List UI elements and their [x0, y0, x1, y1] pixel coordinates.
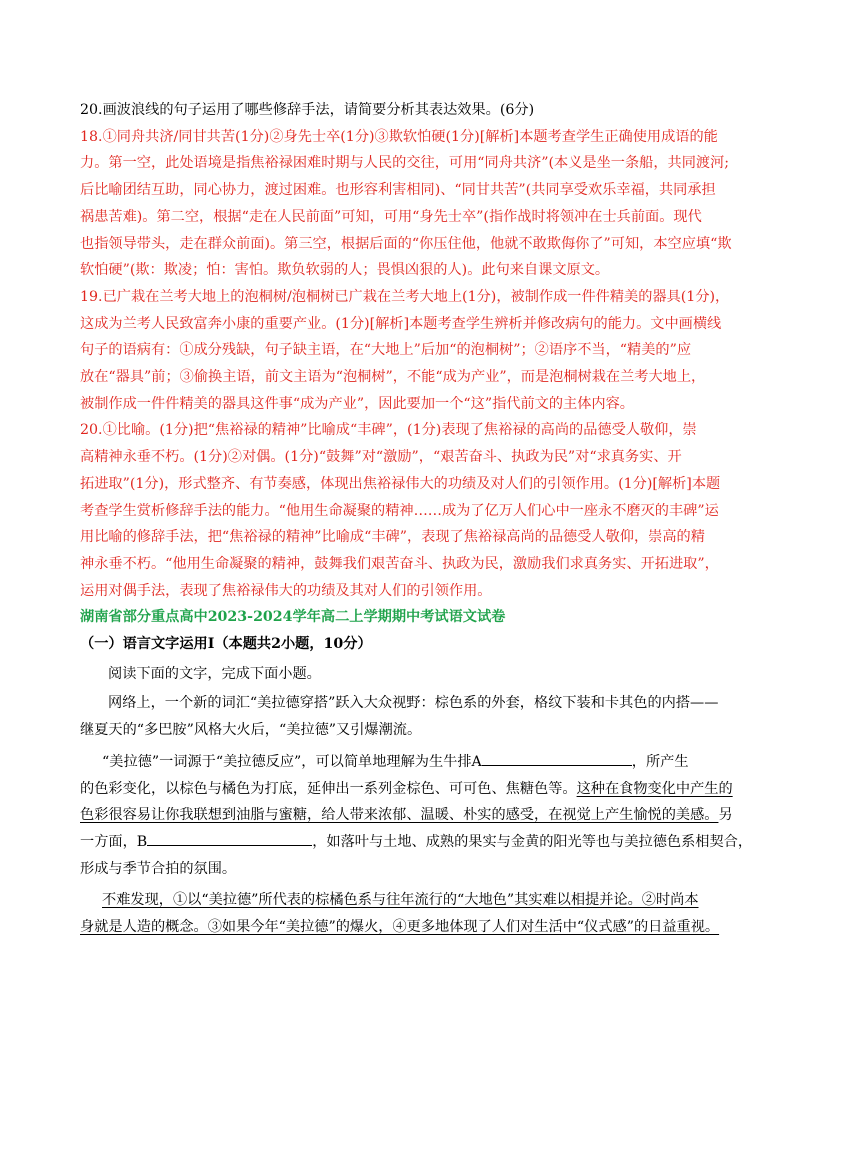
- underlined-sentence: 身就是人造的概念。③如果今年“美拉德”的爆火，④更多地体现了人们对生活中“仪式感”的日益重视。: [80, 919, 720, 936]
- answer-line: 20.①比喻。(1分)把“焦裕禄的精神”比喻成“丰碑”，(1分)表现了焦裕禄的高尚的品德受人敬仰，崇: [80, 422, 697, 439]
- answer-line: 19.已广栽在兰考大地上的泡桐树/泡桐树已广栽在兰考大地上(1分)，被制作成一件件精美的器具(1分)，: [80, 288, 730, 305]
- answer-line: 神永垂不朽。“他用生命凝聚的精神，鼓舞我们艰苦奋斗、执政为民，激励我们求真务实、开拓进取”，: [80, 555, 719, 572]
- answer-line: 用比喻的修辞手法，把“焦裕禄的精神”比喻成“丰碑”，表现了焦裕禄高尚的品德受人敬仰，崇高的精: [80, 529, 705, 546]
- answer-line: 高精神永垂不朽。(1分)②对偶。(1分)“鼓舞”对“激励”，“艰苦奋斗、执政为民”对“求真务实、开: [80, 449, 682, 466]
- passage-paragraph-3: [80, 887, 780, 940]
- underlined-sentence: 不难发现，①以“美拉德”所代表的棕橘色系与往年流行的“大地色”其实难以相提并论。②时尚本: [102, 892, 699, 909]
- answer-line: 运用对偶手法，表现了焦裕禄伟大的功绩及其对人们的引领作用。: [80, 582, 492, 599]
- passage-text: 一方面，B: [80, 833, 148, 850]
- answer-line: 考查学生赏析修辞手法的能力。“他用生命凝聚的精神……成为了亿万人们心中一座永不磨灭的丰碑”运: [80, 502, 719, 519]
- answer-line: 放在“器具”前；③偷换主语，前文主语为“泡桐树”，不能“成为产业”，而是泡桐树栽在兰考大地上，: [80, 369, 706, 386]
- passage-text: ，如落叶与土地、成熟的果实与金黄的阳光等也与美拉德色系相契合，: [312, 833, 753, 850]
- exam-title: 湖南省部分重点高中2023-2024学年高二上学期期中考试语文试卷: [80, 609, 506, 626]
- passage-text: ，所产生: [631, 753, 689, 770]
- passage-paragraph-1: [80, 690, 780, 743]
- document-page: [80, 97, 780, 941]
- answer-line: 拓进取”(1分)，形式整齐、有节奏感，体现出焦裕禄伟大的功绩及对人们的引领作用。(1分)[解析]本题: [80, 475, 721, 492]
- passage-line: 形成与季节合拍的氛围。: [80, 860, 237, 877]
- passage-line: [80, 749, 780, 776]
- answer-line: 力。第一空，此处语境是指焦裕禄困难时期与人民的交往，可用“同舟共济”(本义是坐一条船，共同渡河;: [80, 155, 730, 172]
- passage-line: [80, 802, 780, 829]
- passage-paragraph-2: [80, 749, 780, 883]
- section-title: （一）语言文字运用Ⅰ（本题共2小题，10分）: [80, 636, 372, 653]
- passage-line: 网络上，一个新的词汇“美拉德穿搭”跃入大众视野：棕色系的外套，格纹下装和卡其色的内搭——: [108, 695, 719, 712]
- reading-instruction: 阅读下面的文字，完成下面小题。: [108, 665, 321, 682]
- passage-line: [80, 776, 780, 803]
- passage-text: 的色彩变化，以棕色与橘色为打底，延伸出一系列金棕色、可可色、焦糖色等。: [80, 780, 577, 797]
- answer-19: [80, 284, 780, 418]
- answer-line: 这成为兰考人民致富奔小康的重要产业。(1分)[解析]本题考查学生辨析并修改病句的能力。文中画横线: [80, 315, 722, 332]
- answer-20: [80, 417, 780, 604]
- passage-line: [80, 829, 780, 856]
- blank-a[interactable]: [482, 751, 632, 766]
- answer-line: 后比喻团结互助，同心协力，渡过困难。也形容利害相同)、“同甘共苦”(共同享受欢乐幸福，共同承担: [80, 182, 716, 199]
- blank-b[interactable]: [147, 831, 312, 846]
- answer-line: 句子的语病有：①成分残缺，句子缺主语，在“大地上”后加“的泡桐树”；②语序不当，“精美的”应: [80, 342, 692, 359]
- passage-text: “美拉德”一词源于“美拉德反应”，可以简单地理解为生牛排A: [102, 753, 482, 770]
- underlined-sentence: 色彩很容易让你我联想到油脂与蜜糖，给人带来浓郁、温暖、朴实的感受，在视觉上产生愉悦的美感。: [80, 807, 719, 824]
- answer-line: 被制作成一件件精美的器具这件事“成为产业”，因此要加一个“这”指代前文的主体内容。: [80, 395, 634, 412]
- answer-18: [80, 124, 780, 284]
- passage-text: 另: [718, 807, 733, 824]
- question-20-prompt: 20.画波浪线的句子运用了哪些修辞手法，请简要分析其表达效果。(6分): [80, 102, 535, 118]
- answer-line: 祸患苦难)。第二空，根据“走在人民前面”可知，可用“身先士卒”(指作战时将领冲在士兵前面。现代: [80, 208, 702, 225]
- underlined-sentence: 这种在食物变化中产生的: [576, 780, 733, 797]
- answer-line: 软怕硬”(欺：欺凌；怕：害怕。欺负软弱的人；畏惧凶狠的人)。此句来自课文原文。: [80, 262, 610, 279]
- answer-line: 18.①同舟共济/同甘共苦(1分)②身先士卒(1分)③欺软怕硬(1分)[解析]本题考查学生正确使用成语的能: [80, 128, 718, 145]
- answer-line: 也指领导带头，走在群众前面)。第三空，根据后面的“你压住他，他就不敢欺侮你了”可知，本空应填“欺: [80, 235, 732, 252]
- passage-line: 继夏天的“多巴胺”风格大火后，“美拉德”又引爆潮流。: [80, 722, 422, 739]
